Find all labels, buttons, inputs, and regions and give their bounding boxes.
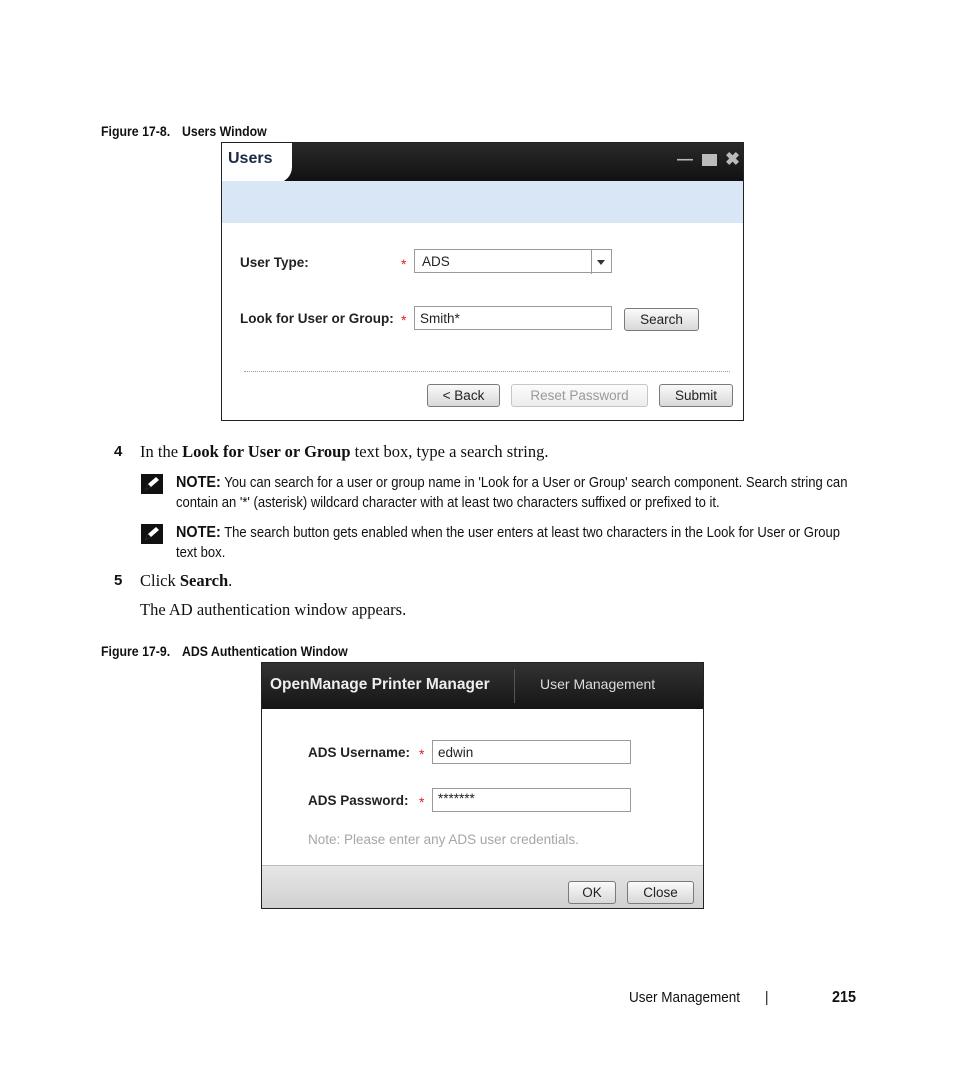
footer-divider: | [765, 989, 769, 1006]
step-text: Click [140, 571, 180, 590]
note-pencil-icon [141, 524, 163, 544]
step-text: In the [140, 442, 183, 461]
user-type-label: User Type: [240, 255, 309, 270]
users-tab[interactable] [222, 143, 292, 183]
step-5-result: The AD authentication window appears. [140, 600, 407, 619]
figure-number: Figure 17-8. [101, 123, 171, 139]
figure-caption-2 [101, 643, 348, 659]
note-label: NOTE: [176, 524, 221, 541]
step-bold-text: Search [179, 571, 229, 590]
required-mark: * [419, 794, 425, 810]
close-button[interactable]: Close [627, 881, 694, 904]
user-type-value: ADS [422, 254, 450, 269]
note-pencil-icon [141, 474, 163, 494]
reset-password-button[interactable]: Reset Password [511, 384, 648, 407]
ads-password-value: ******* [438, 791, 475, 806]
tab-title: Users [228, 150, 273, 167]
app-title: OpenManage Printer Manager [270, 676, 490, 693]
search-button[interactable]: Search [624, 308, 699, 331]
ads-username-label: ADS Username: [308, 745, 411, 760]
step-bold-text: Look for User or Group [182, 442, 351, 461]
note-1 [176, 473, 865, 513]
look-for-value: Smith* [420, 311, 460, 326]
figure-title: ADS Authentication Window [181, 643, 348, 659]
ads-authentication-window [261, 662, 704, 909]
step-number: 4 [114, 443, 123, 460]
divider [244, 371, 730, 372]
figure-title: Users Window [181, 123, 267, 139]
step-text: text box, type a search string. [350, 442, 549, 461]
users-window [221, 142, 744, 421]
page-number: 215 [832, 989, 857, 1006]
user-type-select[interactable] [414, 249, 612, 273]
close-icon[interactable]: ✖ [725, 149, 741, 169]
submit-button[interactable]: Submit [659, 384, 733, 407]
note-label: NOTE: [176, 474, 221, 491]
note-text: You can search for a user or group name in 'Look for a User or Group' search component. Search string can contain an '*' (asterisk) wildcard character with at least two characters suffixed or prefixed to it. [176, 475, 848, 511]
ads-username-value: edwin [438, 745, 474, 760]
step-5-text [140, 571, 232, 591]
step-4-text [140, 442, 549, 462]
chevron-down-icon[interactable] [591, 250, 611, 274]
step-number: 5 [114, 572, 123, 589]
look-for-label: Look for User or Group: [240, 311, 394, 326]
title-bar [262, 663, 703, 709]
back-button[interactable]: < Back [427, 384, 500, 407]
required-mark: * [401, 312, 407, 328]
header-band [222, 181, 743, 223]
step-text: . [228, 571, 233, 590]
required-mark: * [419, 746, 425, 762]
dialog-footer [262, 865, 703, 909]
ok-button[interactable]: OK [568, 881, 616, 904]
menu-user-management[interactable]: User Management [540, 676, 656, 692]
look-for-input[interactable] [414, 306, 612, 330]
minimize-icon[interactable]: — [677, 151, 693, 168]
ads-password-input[interactable] [432, 788, 631, 812]
figure-caption-1 [101, 123, 267, 139]
maximize-icon[interactable] [702, 154, 717, 166]
note-2 [176, 523, 865, 563]
credentials-hint: Note: Please enter any ADS user credentials. [308, 832, 579, 847]
ads-password-label: ADS Password: [308, 793, 409, 808]
title-separator [514, 669, 515, 703]
required-mark: * [401, 256, 407, 272]
figure-number: Figure 17-9. [101, 643, 171, 659]
ads-username-input[interactable] [432, 740, 631, 764]
footer-section: User Management [629, 989, 741, 1006]
note-text: The search button gets enabled when the user enters at least two characters in the Look for User or Group text box. [176, 525, 841, 561]
title-bar [222, 143, 743, 181]
